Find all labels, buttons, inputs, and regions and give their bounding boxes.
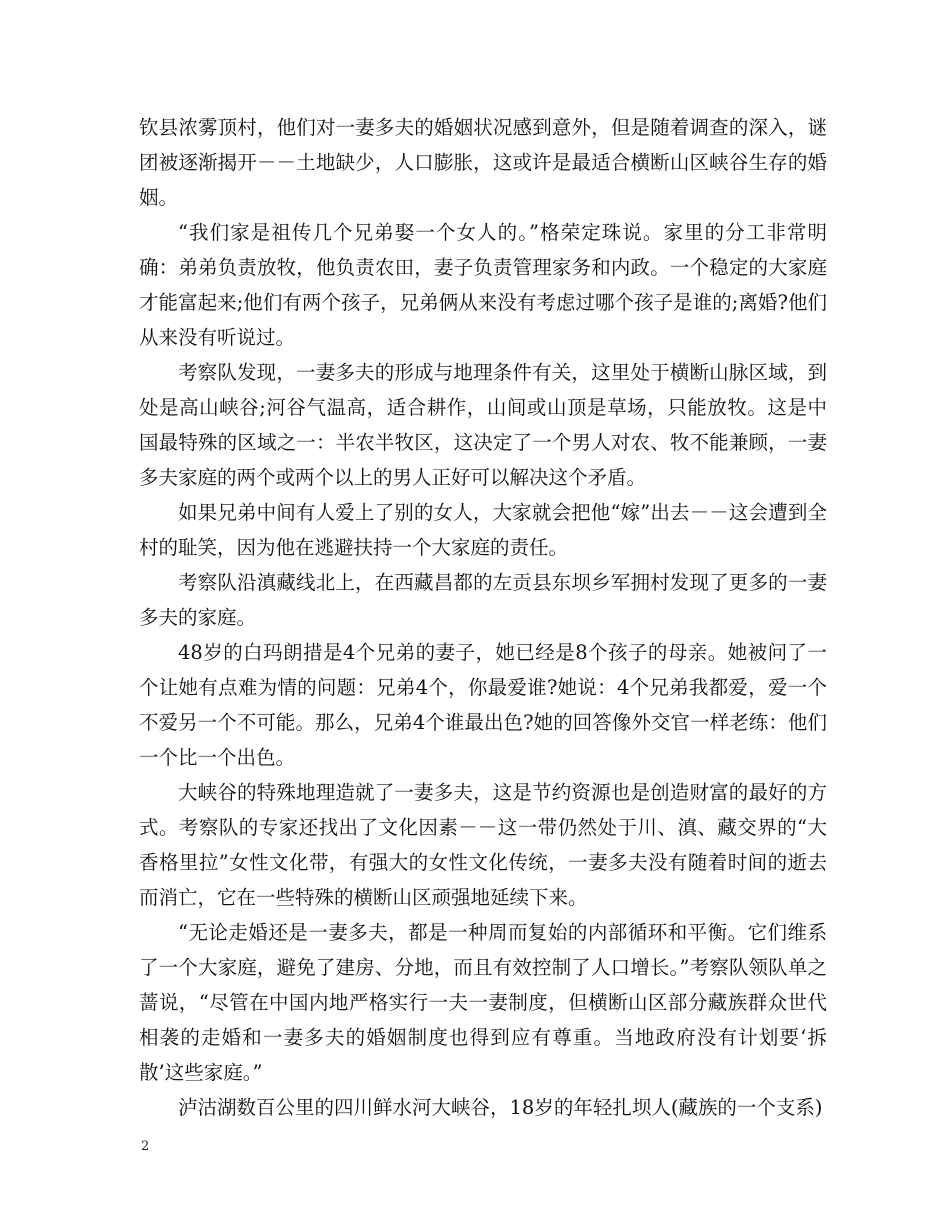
paragraph-9: 泸沽湖数百公里的四川鲜水河大峡谷，18岁的年轻扎坝人(藏族的一个支系) — [178, 1096, 823, 1119]
document-body — [139, 110, 827, 1125]
paragraph-6: 48岁的白玛朗措是4个兄弟的妻子，她已经是8个孩子的母亲。她被问了一个让她有点难为情的问题：兄弟4个，你最爱谁?她说：4个兄弟我都爱，爱一个不爱另一个不可能。那么，兄弟4个谁最出色?她的回答像外交官一样老练：他们一个比一个出色。 — [139, 641, 827, 769]
paragraph-7: 大峡谷的特殊地理造就了一妻多夫，这是节约资源也是创造财富的最好的方式。考察队的专家还找出了文化因素－－这一带仍然处于川、滇、藏交界的“大香格里拉”女性文化带，有强大的女性文化传统，一妻多夫没有随着时间的逝去而消亡，它在一些特殊的横断山区顽强地延续下来。 — [139, 781, 827, 909]
paragraph-1: 钦县浓雾顶村，他们对一妻多夫的婚姻状况感到意外，但是随着调查的深入，谜团被逐渐揭开－－土地缺少，人口膨胀，这或许是最适合横断山区峡谷生存的婚姻。 — [139, 116, 827, 209]
paragraph-3: 考察队发现，一妻多夫的形成与地理条件有关，这里处于横断山脉区域，到处是高山峡谷;河谷气温高，适合耕作，山间或山顶是草场，只能放牧。这是中国最特殊的区域之一：半农半牧区，这决定了一个男人对农、牧不能兼顾，一妻多夫家庭的两个或两个以上的男人正好可以解决这个矛盾。 — [139, 361, 827, 489]
paragraph-4: 如果兄弟中间有人爱上了别的女人，大家就会把他“嫁”出去－－这会遭到全村的耻笑，因为他在逃避扶持一个大家庭的责任。 — [139, 501, 827, 559]
paragraph-5: 考察队沿滇藏线北上，在西藏昌都的左贡县东坝乡军拥村发现了更多的一妻多夫的家庭。 — [139, 571, 827, 629]
paragraph-8: “无论走婚还是一妻多夫，都是一种周而复始的内部循环和平衡。它们维系了一个大家庭，避免了建房、分地，而且有效控制了人口增长。”考察队领队单之蔷说，“尽管在中国内地严格实行一夫一妻制度，但横断山区部分藏族群众世代相袭的走婚和一妻多夫的婚姻制度也得到应有尊重。当地政府没有计划要‘拆散’这些家庭。” — [139, 921, 827, 1084]
page-number: 2 — [141, 1139, 150, 1154]
paragraph-2: “我们家是祖传几个兄弟娶一个女人的。”格荣定珠说。家里的分工非常明确：弟弟负责放牧，他负责农田，妻子负责管理家务和内政。一个稳定的大家庭才能富起来;他们有两个孩子，兄弟俩从来没有考虑过哪个孩子是谁的;离婚?他们从来没有听说过。 — [139, 221, 827, 349]
